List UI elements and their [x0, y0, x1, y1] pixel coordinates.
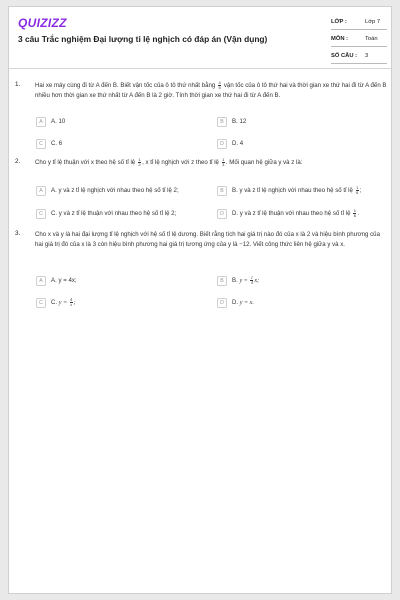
option-d[interactable]	[217, 297, 254, 308]
question-number: 1.	[15, 81, 21, 88]
question-text: Hai xe máy cùng đi từ A đến B. Biết vận tốc của ô tô thứ nhất bằng $\frac{4}{5}$ vận tốc của ô tô thứ hai và thời gian xe thứ hai đi từ A đến B nhiều hơn thời gian xe thứ nhất từ A đến B là 2 giờ. Tính thời gian xe thứ hai đi từ A đến B.	[35, 80, 387, 99]
option-text: B. 12	[232, 118, 247, 125]
quizizz-logo: QUIZIZZ	[18, 16, 67, 30]
option-letter-box[interactable]: B	[217, 276, 227, 286]
option-c[interactable]	[36, 297, 76, 308]
option-letter-box[interactable]: D	[217, 139, 227, 149]
question-text: Cho y tỉ lệ thuận với x theo hệ số tỉ lệ $\frac{1}{2}$ , x tỉ lệ nghịch với z theo tỉ lệ $\frac{1}{3}$ . Mối quan hệ giữa y và z là:	[35, 157, 303, 167]
question-number: 3.	[15, 230, 21, 237]
fraction: $\frac{1}{6}$	[356, 185, 359, 195]
option-letter-box[interactable]: D	[217, 209, 227, 219]
meta-count-value: 3	[365, 53, 369, 59]
option-b[interactable]	[217, 116, 246, 127]
option-text: C. 6	[51, 140, 63, 147]
meta-subject-label: MÔN :	[331, 36, 349, 42]
option-b[interactable]	[217, 275, 259, 286]
question-text: Cho x và y là hai đại lượng tỉ lệ nghịch với hệ số tỉ lệ dương. Biết rằng tích hai giá trị nào đó của x là 2 và hiệu bình phương của hai giá trị đó của x là 3 còn hiệu bình phương hai giá trị tương ứng của y là −12. Viết công thức liên hệ giữa y và x.	[35, 231, 380, 248]
option-a[interactable]	[36, 275, 77, 286]
fraction: $\frac{1}{3}$	[222, 157, 225, 167]
option-c[interactable]	[36, 208, 176, 219]
meta-class-row	[331, 15, 387, 30]
document-title: 3 câu Trắc nghiệm Đại lượng tỉ lệ nghịch có đáp án (Vận dụng)	[18, 34, 268, 44]
meta-class-value: Lớp 7	[365, 19, 381, 25]
fraction: $\frac{4}{x}$	[70, 297, 73, 307]
option-letter-box[interactable]: A	[36, 117, 46, 127]
option-letter-box[interactable]: B	[217, 186, 227, 196]
option-text: B. y = $\frac{1}{4}$ x;	[232, 275, 260, 285]
option-text: A. 10	[51, 118, 66, 125]
option-text: B. y và z tỉ lệ nghịch với nhau theo hệ số tỉ lệ $\frac{1}{6}$ ;	[232, 185, 362, 195]
option-letter-box[interactable]: C	[36, 139, 46, 149]
option-text: A. y = 4x;	[51, 277, 77, 284]
meta-count-label: SỐ CÂU :	[331, 53, 358, 59]
option-letter-box[interactable]: A	[36, 186, 46, 196]
fraction: $\frac{1}{2}$	[138, 157, 141, 167]
meta-subject-row	[331, 32, 387, 47]
option-text: C. y và z tỉ lệ thuận với nhau theo hệ số tỉ lệ 2;	[51, 210, 177, 217]
fraction: $\frac{4}{5}$	[218, 80, 221, 90]
option-text: C. y = $\frac{4}{x}$ ;	[51, 297, 76, 307]
option-letter-box[interactable]: B	[217, 117, 227, 127]
meta-subject-value: Toán	[365, 36, 378, 42]
option-d[interactable]	[217, 208, 359, 219]
document-page	[8, 6, 392, 594]
option-text: D. 4	[232, 140, 244, 147]
option-letter-box[interactable]: C	[36, 209, 46, 219]
option-text: D. y = x.	[232, 299, 254, 306]
option-text: D. y và z tỉ lệ thuận với nhau theo hệ số tỉ lệ $\frac{1}{6}$ .	[232, 208, 360, 218]
option-c[interactable]	[36, 138, 62, 149]
question-number: 2.	[15, 158, 21, 165]
option-a[interactable]	[36, 116, 65, 127]
option-letter-box[interactable]: D	[217, 298, 227, 308]
option-d[interactable]	[217, 138, 243, 149]
fraction: $\frac{1}{4}$	[250, 275, 253, 285]
meta-panel	[331, 15, 387, 66]
option-letter-box[interactable]: C	[36, 298, 46, 308]
option-b[interactable]	[217, 185, 362, 196]
option-letter-box[interactable]: A	[36, 276, 46, 286]
option-a[interactable]	[36, 185, 179, 196]
option-text: A. y và z tỉ lệ nghịch với nhau theo hệ số tỉ lệ 2;	[51, 187, 179, 194]
meta-count-row	[331, 49, 387, 64]
meta-class-label: LỚP :	[331, 19, 347, 25]
fraction: $\frac{1}{6}$	[353, 208, 356, 218]
header-divider	[9, 68, 391, 69]
